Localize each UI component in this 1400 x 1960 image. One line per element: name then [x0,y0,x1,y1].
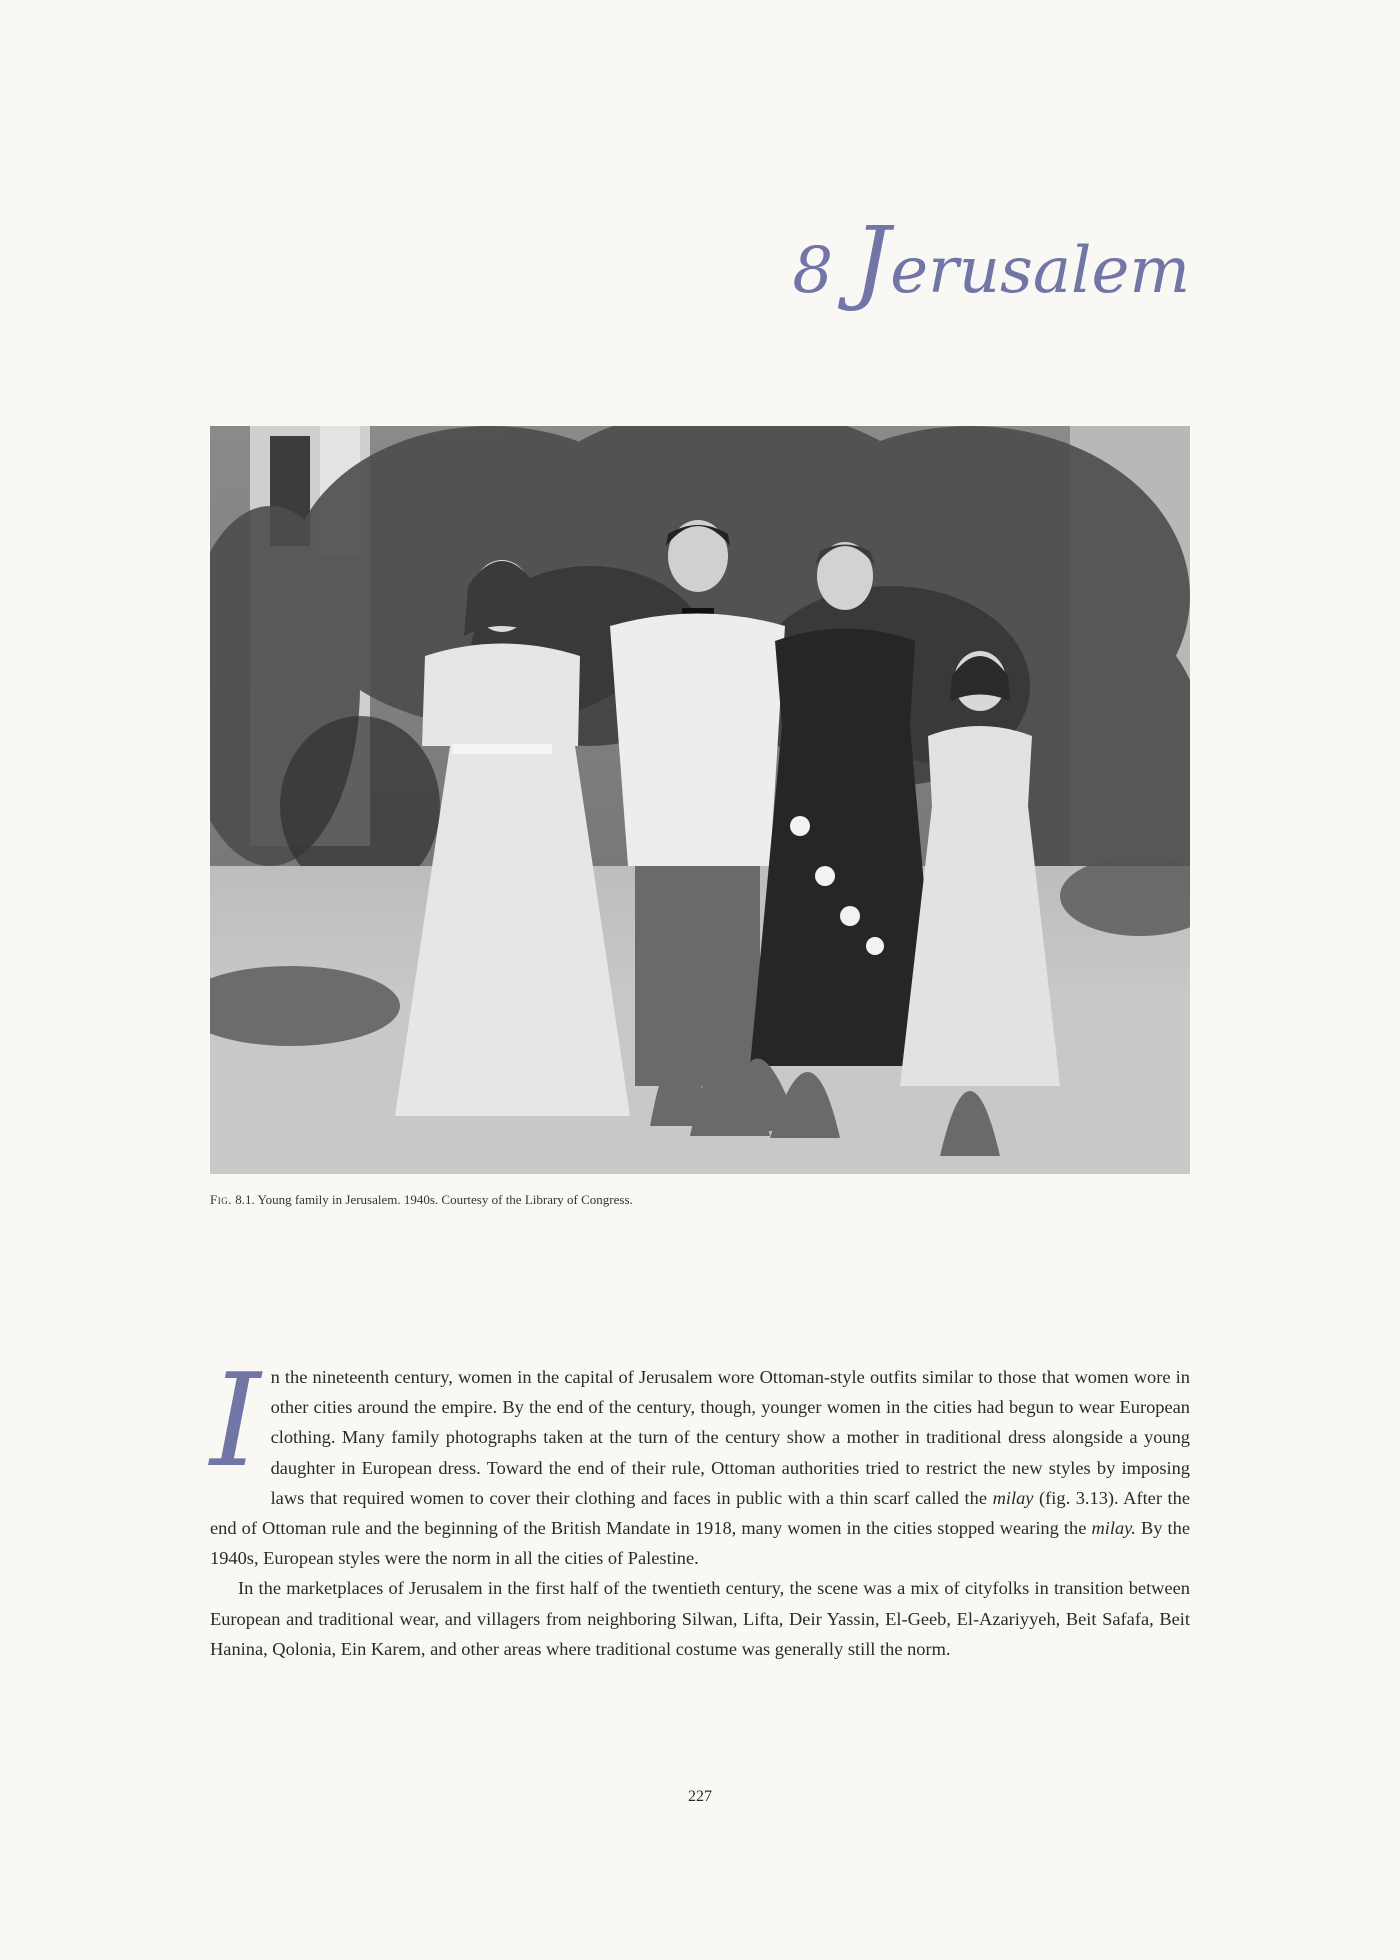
family-photograph [210,426,1190,1174]
paragraph-1 [210,1347,1190,1573]
chapter-title-rest: erusalem [890,234,1190,308]
paragraph-1-end: By the 1940s, European styles were the norm in all the cities of Palestine. [210,1518,1190,1569]
term-milay-2: milay. [1091,1518,1136,1539]
drop-cap: I [210,1347,261,1496]
chapter-title [792,207,1190,314]
term-milay: milay [992,1487,1034,1508]
paragraph-1-text: n the nineteenth century, women in the capital of Jerusalem wore Ottoman-style outfits similar to those that women wore in other cities around the empire. By the end of the century, though, younger women in the cities had begun to wear European clothing. Many family photographs taken at the turn of the century show a mother in traditional dress alongside a young daughter in European dress. Toward the end of their rule, Ottoman authorities tried to restrict the new styles by imposing laws that required women to cover their clothing and faces in public with a thin scarf called the [270,1367,1190,1508]
chapter-number: 8 [792,234,834,308]
figure-caption-text: 8.1. Young family in Jerusalem. 1940s. Courtesy of the Library of Congress. [235,1192,633,1207]
figure-caption [210,1192,633,1208]
paragraph-2: In the marketplaces of Jerusalem in the first half of the twentieth century, the scene was a mix of cityfolks in transition between European and traditional wear, and villagers from neighboring Silwan, Lifta, Deir Yassin, El-Geeb, El-Azariyyeh, Beit Safafa, Beit Hanina, Qolonia, Ein Karem, and other areas where traditional costume was generally still the norm. [210,1578,1190,1659]
chapter-title-initial: J [853,207,891,314]
paragraph-1-middle: (fig. 3.13). After the end of Ottoman rule and the beginning of the British Mandate in 1918, many women in the cities stopped wearing the [210,1487,1190,1539]
page-number: 227 [688,1788,712,1805]
body-text [210,1347,1190,1664]
figure-label: Fig. [210,1192,232,1207]
